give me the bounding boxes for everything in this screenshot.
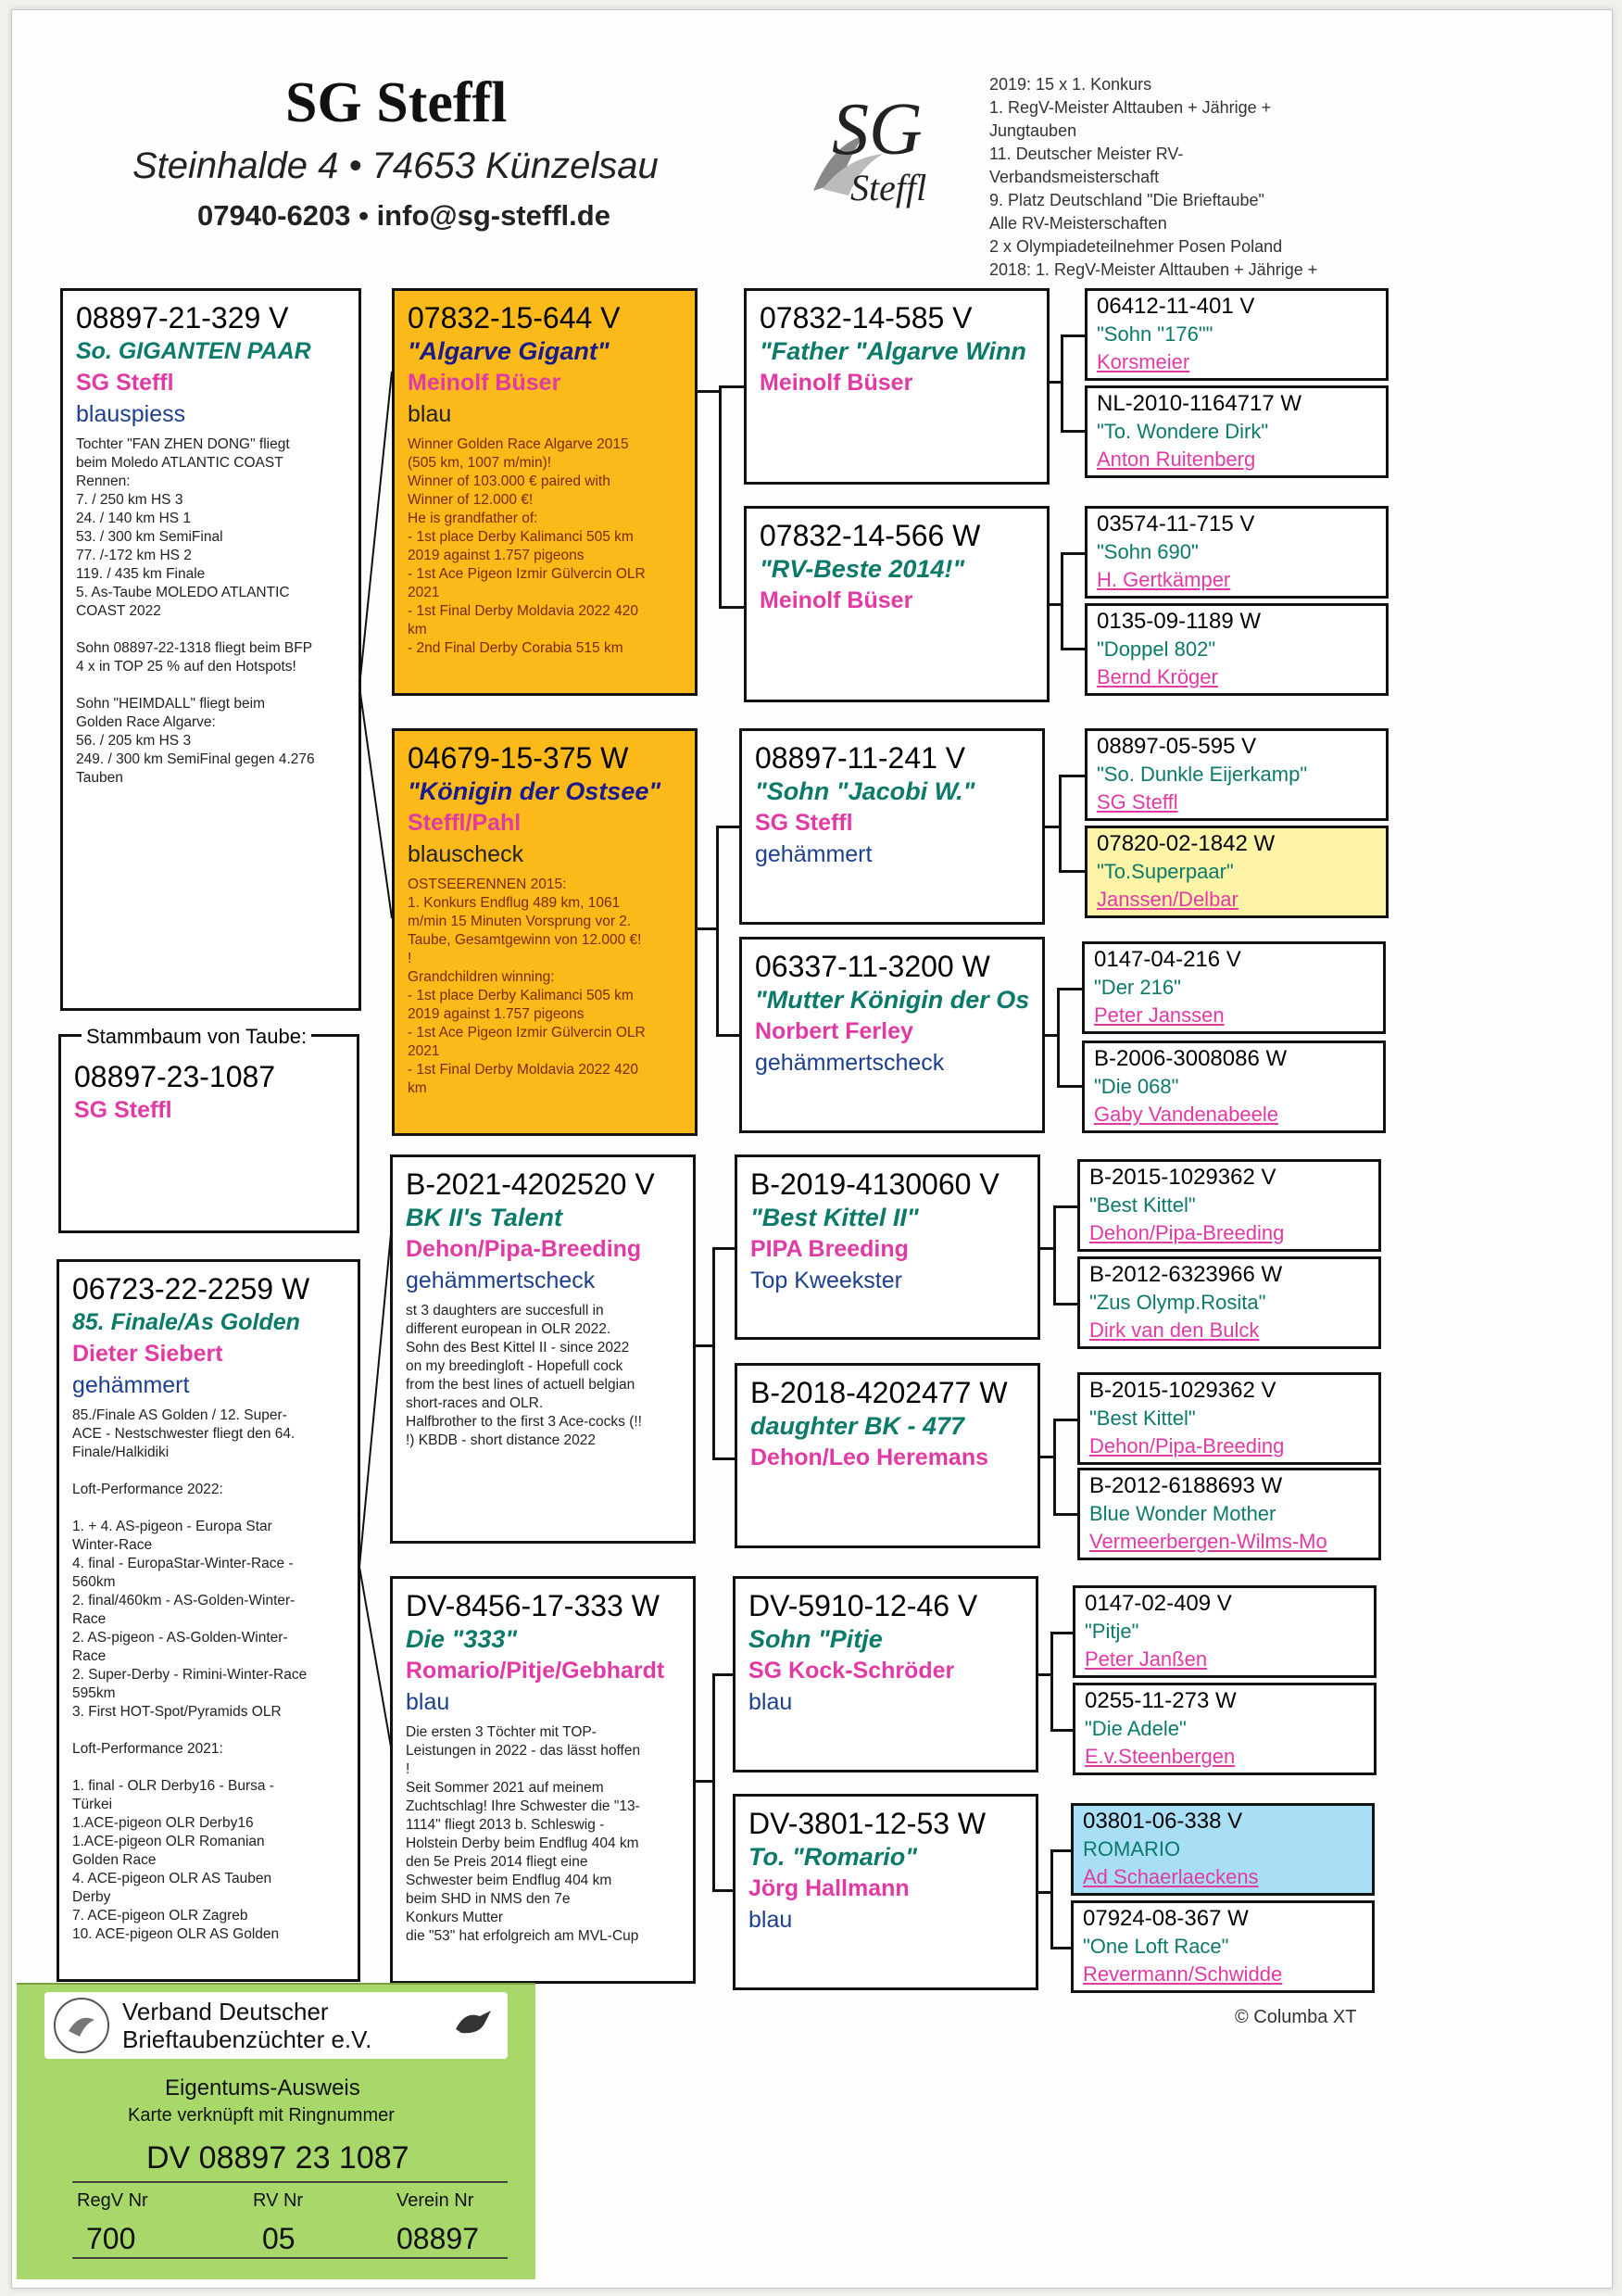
gggp2-breeder: Anton Ruitenberg [1097, 448, 1256, 471]
connector [1061, 648, 1085, 650]
card-verein-value: 08897 [396, 2222, 479, 2255]
gggp12-ring: B-2012-6188693 W [1089, 1473, 1283, 1498]
mother-box [57, 1259, 360, 1982]
gggp15-breeder: Ad Schaerlaeckens [1083, 1865, 1259, 1888]
connector [1050, 1849, 1071, 1852]
gggp13-breeder: Peter Janßen [1085, 1647, 1208, 1671]
gggp6-breeder: Janssen/Delbar [1097, 888, 1239, 911]
gggp16-breeder: Revermann/Schwidde [1083, 1962, 1283, 1986]
card-rv-value: 05 [262, 2222, 295, 2255]
connector [1050, 1849, 1053, 1949]
connector [716, 826, 739, 828]
connector [1061, 430, 1085, 433]
loft-title: SG Steffl [285, 71, 508, 134]
ggp6-name: daughter BK - 477 [750, 1412, 965, 1440]
gp3-notes: st 3 daughters are succesfull in different european in OLR 2022. Sohn des Best Kittel II - since 2022 on my breedingloft - Hopefull cock from the best lines of actuell belgian short-races and OLR. Halfbrother to the first 3 Ace-cocks (!! !) KBDB - short distance 2022 [406, 1303, 642, 1448]
ggp4-name: "Mutter Königin der Os [755, 986, 1030, 1014]
gggp15-ring: 03801-06-338 V [1083, 1809, 1243, 1834]
gggp8-ring: B-2006-3008086 W [1094, 1046, 1288, 1071]
mother-name: 85. Finale/As Golden [72, 1309, 300, 1335]
gggp2-name: "To. Wondere Dirk" [1097, 420, 1269, 443]
gp2-breeder: Steffl/Pahl [408, 810, 522, 836]
connector [712, 1889, 733, 1892]
grandparent-box-2 [392, 728, 698, 1136]
grandparent-box-3 [390, 1154, 696, 1544]
gp2-ring: 04679-15-375 W [408, 741, 629, 775]
ggp-box-7 [733, 1576, 1038, 1772]
gggp1-name: "Sohn "176"" [1097, 322, 1213, 346]
gp4-notes: Die ersten 3 Töchter mit TOP- Leistungen in 2022 - das lässt hoffen ! Seit Sommer 2021 auf meinem Zuchtschlag! Ihre Schwester die "13- 1114" fliegt 2013 b. Schleswig - Holstein Derby beim Endflug 404 km den 5e Preis 2014 fliegt eine Schwester beim Endflug 404 km beim SHD in NMS den 7e Konkurs Mutter die "53" hat erfolgreich am MVL-Cup [406, 1724, 641, 1944]
gp1-notes: Winner Golden Race Algarve 2015 (505 km, 1007 m/min)! Winner of 103.000 € paired with Winner of 12.000 €! He is grandfather of: - 1st place Derby Kalimanci 505 km 2019 against 1.757 pigeons - 1st Ace Pigeon Izmir Gülvercin OLR 2021 - 1st Final Derby Moldavia 2022 420 km - 2nd Final Derby Corabia 515 km [408, 436, 646, 656]
connector [1050, 1947, 1071, 1949]
ggp4-color: gehämmertscheck [755, 1050, 945, 1076]
ggp3-color: gehämmert [755, 841, 873, 867]
mother-ring: 06723-22-2259 W [72, 1272, 310, 1306]
gp1-name: "Algarve Gigant" [408, 337, 610, 365]
gp1-ring: 07832-15-644 V [408, 301, 621, 334]
gggp3-ring: 03574-11-715 V [1097, 511, 1255, 536]
gggp-box-5 [1085, 728, 1389, 821]
ggp4-breeder: Norbert Ferley [755, 1018, 913, 1044]
gp1-breeder: Meinolf Büser [408, 370, 561, 396]
gggp3-name: "Sohn 690" [1097, 540, 1199, 563]
gggp14-ring: 0255-11-273 W [1085, 1688, 1237, 1713]
connector [1053, 1419, 1056, 1516]
gggp3-breeder: H. Gertkämper [1097, 568, 1231, 591]
ggp-box-2 [744, 506, 1050, 702]
gggp-box-7 [1082, 941, 1386, 1034]
loft-address: Steinhalde 4 • 74653 Künzelsau [132, 145, 659, 186]
loft-contact: 07940-6203 • info@sg-steffl.de [197, 199, 610, 232]
connector [1061, 334, 1063, 432]
gp3-ring: B-2021-4202520 V [406, 1167, 655, 1201]
ggp8-name: To. "Romario" [748, 1843, 918, 1871]
connector [696, 1344, 714, 1347]
connector [1050, 1632, 1053, 1732]
ggp8-color: blau [748, 1907, 793, 1933]
gggp1-ring: 06412-11-401 V [1097, 294, 1255, 319]
gggp11-ring: B-2015-1029362 V [1089, 1378, 1276, 1403]
gggp-box-9 [1077, 1159, 1381, 1252]
gp4-color: blau [406, 1689, 450, 1715]
gggp11-breeder: Dehon/Pipa-Breeding [1089, 1434, 1285, 1457]
gggp16-name: "One Loft Race" [1083, 1935, 1229, 1958]
father-ring: 08897-21-329 V [76, 301, 289, 334]
grandparent-box-1 [392, 288, 698, 696]
ggp2-name: "RV-Beste 2014!" [760, 555, 965, 583]
father-box [60, 288, 361, 1011]
grandparent-box-4 [390, 1576, 696, 1984]
ggp-box-3 [739, 728, 1045, 925]
gggp1-breeder: Korsmeier [1097, 350, 1190, 373]
pigeon-icon [452, 2003, 495, 2040]
logo-steffl-text: Steffl [850, 167, 927, 208]
gggp4-ring: 0135-09-1189 W [1097, 609, 1261, 634]
gggp5-breeder: SG Steffl [1097, 790, 1178, 814]
ggp1-ring: 07832-14-585 V [760, 301, 973, 334]
ggp7-ring: DV-5910-12-46 V [748, 1589, 978, 1622]
ggp6-breeder: Dehon/Leo Heremans [750, 1444, 989, 1470]
ggp3-ring: 08897-11-241 V [755, 741, 966, 775]
connector [1050, 1729, 1073, 1732]
connector [1053, 1205, 1056, 1306]
parent-connectors [355, 288, 401, 2002]
father-notes: Tochter "FAN ZHEN DONG" fliegt beim Moledo ATLANTIC COAST Rennen: 7. / 250 km HS 3 24. / 140 km HS 1 53. / 300 km SemiFinal 77. /-172 km HS 2 119. / 435 km Finale 5. As-Taube MOLEDO ATLANTIC COAST 2022 Sohn 08897-22-1318 fliegt beim BFP 4 x in TOP 25 % auf den Hotspots! Sohn "HEIMDALL" fliegt beim Golden Race Algarve: 56. / 205 km HS 3 249. / 300 km SemiFinal gegen 4.276 Tauben [76, 436, 315, 786]
ownership-card [17, 1983, 535, 2279]
gggp16-ring: 07924-08-367 W [1083, 1906, 1249, 1931]
card-ring-number: DV 08897 23 1087 [146, 2140, 409, 2176]
connector [696, 1780, 714, 1783]
gggp9-ring: B-2015-1029362 V [1089, 1165, 1276, 1190]
ggp5-ring: B-2019-4130060 V [750, 1167, 1000, 1201]
pedigree-sheet [11, 9, 1613, 2289]
connector [1057, 1085, 1082, 1088]
card-org-line1: Verband Deutscher [122, 1998, 329, 2025]
divider [72, 2257, 508, 2259]
connector [1057, 988, 1082, 990]
ggp5-name: "Best Kittel II" [750, 1204, 919, 1231]
connector [716, 1034, 739, 1037]
gggp11-name: "Best Kittel" [1089, 1407, 1196, 1430]
gp2-notes: OSTSEERENNEN 2015: 1. Konkurs Endflug 489 km, 1061 m/min 15 Minuten Vorsprung vor 2. Taube, Gesamtgewinn von 12.000 €! ! Grandchildren winning: - 1st place Derby Kalimanci 505 km 2019 against 1.757 pigeons - 1st Ace Pigeon Izmir Gülvercin OLR 2021 - 1st Final Derby Moldavia 2022 420 km [408, 877, 646, 1096]
gggp-box-13 [1073, 1585, 1377, 1678]
connector [1059, 775, 1085, 777]
connector [1050, 1632, 1073, 1634]
gggp10-breeder: Dirk van den Bulck [1089, 1318, 1260, 1342]
gp4-breeder: Romario/Pitje/Gebhardt [406, 1658, 665, 1684]
gggp6-name: "To.Superpaar" [1097, 860, 1234, 883]
connector [1053, 1513, 1077, 1516]
father-breeder: SG Steffl [76, 370, 174, 396]
card-header [44, 1992, 508, 2059]
gggp6-ring: 07820-02-1842 W [1097, 831, 1276, 856]
gggp-box-12 [1077, 1468, 1381, 1560]
card-verein-label: Verein Nr [396, 2190, 474, 2211]
gp1-color: blau [408, 401, 452, 427]
ggp-box-1 [744, 288, 1050, 485]
logo-sg-text: SG [832, 89, 923, 170]
subject-ring: 08897-23-1087 [74, 1060, 276, 1093]
connector [719, 385, 722, 608]
connector [712, 1673, 733, 1676]
gp2-color: blauscheck [408, 841, 524, 867]
connector [1059, 775, 1062, 872]
ggp5-breeder: PIPA Breeding [750, 1236, 909, 1262]
connector [1061, 334, 1085, 337]
connector [719, 385, 744, 388]
gggp-box-10 [1077, 1256, 1381, 1349]
gp4-ring: DV-8456-17-333 W [406, 1589, 660, 1622]
mother-notes: 85./Finale AS Golden / 12. Super- ACE - Nestschwester fliegt den 64. Finale/Halkidiki Loft-Performance 2022: 1. + 4. AS-pigeon - Europa Star Winter-Race 4. final - EuropaStar-Winter-Race - 560km 2. final/460km - AS-Golden-Winter- Race 2. AS-pigeon - AS-Golden-Winter- Race 2. Super-Derby - Rimini-Winter-Race 595km 3. First HOT-Spot/Pyramids OLR Loft-Performance 2021: 1. final - OLR Derby16 - Bursa - Türkei 1.ACE-pigeon OLR Derby16 1.ACE-pigeon OLR Romanian Golden Race 4. ACE-pigeon OLR AS Tauben Derby 7. ACE-pigeon OLR Zagreb 10. ACE-pigeon OLR AS Golden [72, 1407, 308, 1942]
ggp2-ring: 07832-14-566 W [760, 519, 981, 552]
ggp-box-4 [739, 937, 1045, 1133]
gggp4-name: "Doppel 802" [1097, 637, 1216, 661]
gggp-box-6 [1085, 826, 1389, 918]
connector [1061, 552, 1063, 650]
copyright-note: © Columba XT [1235, 2007, 1357, 2027]
divider [72, 2181, 508, 2183]
ggp8-ring: DV-3801-12-53 W [748, 1807, 987, 1840]
gggp10-ring: B-2012-6323966 W [1089, 1262, 1283, 1287]
connector [1053, 1303, 1077, 1306]
gggp10-name: "Zus Olymp.Rosita" [1089, 1291, 1266, 1314]
ggp8-breeder: Jörg Hallmann [748, 1875, 910, 1901]
pedigree-label: Stammbaum von Taube: [82, 1025, 311, 1049]
gp3-color: gehämmertscheck [406, 1268, 596, 1293]
connector [712, 1457, 735, 1460]
gggp-box-3 [1085, 506, 1389, 599]
ggp1-name: "Father "Algarve Winn [760, 337, 1026, 365]
ggp-box-5 [735, 1154, 1040, 1340]
gggp-box-11 [1077, 1372, 1381, 1465]
gggp4-breeder: Bernd Kröger [1097, 665, 1218, 688]
gggp5-ring: 08897-05-595 V [1097, 734, 1257, 759]
card-regv-value: 700 [86, 2222, 136, 2255]
gggp9-breeder: Dehon/Pipa-Breeding [1089, 1221, 1285, 1244]
father-color: blauspiess [76, 401, 186, 427]
gggp-box-2 [1085, 385, 1389, 478]
card-subtitle: Karte verknüpft mit Ringnummer [128, 2105, 395, 2126]
gggp13-name: "Pitje" [1085, 1620, 1139, 1643]
card-title: Eigentums-Ausweis [165, 2075, 360, 2100]
connector [1053, 1205, 1077, 1208]
ggp-box-6 [735, 1363, 1040, 1548]
ggp6-ring: B-2018-4202477 W [750, 1376, 1008, 1409]
connector [716, 826, 719, 1037]
connector [712, 1247, 735, 1250]
connector [1053, 1419, 1077, 1421]
ggp-box-8 [733, 1794, 1038, 1990]
gggp-box-14 [1073, 1683, 1377, 1775]
father-name: So. GIGANTEN PAAR [76, 338, 311, 364]
gggp9-name: "Best Kittel" [1089, 1193, 1196, 1217]
ggp1-breeder: Meinolf Büser [760, 370, 913, 396]
subject-box [58, 1034, 359, 1233]
mother-breeder: Dieter Siebert [72, 1341, 223, 1367]
mother-color: gehämmert [72, 1372, 190, 1398]
subject-breeder: SG Steffl [74, 1097, 172, 1123]
ggp7-color: blau [748, 1689, 793, 1715]
connector [712, 1673, 715, 1891]
connector [712, 1247, 715, 1460]
connector [1061, 552, 1085, 555]
gp4-name: Die "333" [406, 1625, 518, 1653]
gggp8-name: "Die 068" [1094, 1075, 1179, 1098]
card-rv-label: RV Nr [253, 2190, 304, 2211]
gggp7-ring: 0147-04-216 V [1094, 947, 1241, 972]
gggp5-name: "So. Dunkle Eijerkamp" [1097, 763, 1308, 786]
sg-steffl-logo [795, 80, 934, 219]
ggp7-breeder: SG Kock-Schröder [748, 1658, 955, 1684]
achievements-list: 2019: 15 x 1. Konkurs 1. RegV-Meister Alttauben + Jährige + Jungtauben 11. Deutscher Meister RV- Verbandsmeisterschaft 9. Platz Deutschland "Die Brieftaube" Alle RV-Meisterschaften 2 x Olympiadeteilnehmer Posen Poland 2018: 1. RegV-Meister Alttauben + Jährige + [989, 75, 1318, 279]
gggp12-name: Blue Wonder Mother [1089, 1502, 1276, 1525]
gggp-box-1 [1085, 288, 1389, 381]
ggp4-ring: 06337-11-3200 W [755, 950, 990, 983]
gggp-box-16 [1071, 1900, 1375, 1993]
connector [1057, 988, 1060, 1088]
gggp13-ring: 0147-02-409 V [1085, 1591, 1232, 1616]
card-org-line2: Brieftaubenzüchter e.V. [122, 2025, 372, 2053]
gggp-box-4 [1085, 603, 1389, 696]
connector [719, 606, 744, 609]
gggp-box-15 [1071, 1803, 1375, 1896]
ggp5-color: Top Kweekster [750, 1268, 902, 1293]
connector [698, 927, 718, 930]
ggp3-name: "Sohn "Jacobi W." [755, 777, 975, 805]
connector [698, 390, 721, 393]
vdb-emblem-icon [52, 1996, 111, 2055]
gggp7-breeder: Peter Janssen [1094, 1003, 1225, 1027]
gggp-box-8 [1082, 1041, 1386, 1133]
gggp7-name: "Der 216" [1094, 976, 1181, 999]
connector [1059, 870, 1085, 873]
gp3-name: BK II's Talent [406, 1204, 562, 1231]
gggp14-name: "Die Adele" [1085, 1717, 1187, 1740]
gggp12-breeder: Vermeerbergen-Wilms-Mo [1089, 1530, 1327, 1553]
gggp14-breeder: E.v.Steenbergen [1085, 1745, 1236, 1768]
gp2-name: "Königin der Ostsee" [408, 777, 661, 805]
ggp3-breeder: SG Steffl [755, 810, 853, 836]
gggp8-breeder: Gaby Vandenabeele [1094, 1103, 1278, 1126]
ggp2-breeder: Meinolf Büser [760, 587, 913, 613]
gggp15-name: ROMARIO [1083, 1837, 1181, 1861]
gp3-breeder: Dehon/Pipa-Breeding [406, 1236, 642, 1262]
gggp2-ring: NL-2010-1164717 W [1097, 391, 1302, 416]
ggp7-name: Sohn "Pitje [748, 1625, 883, 1653]
card-regv-label: RegV Nr [77, 2190, 148, 2211]
